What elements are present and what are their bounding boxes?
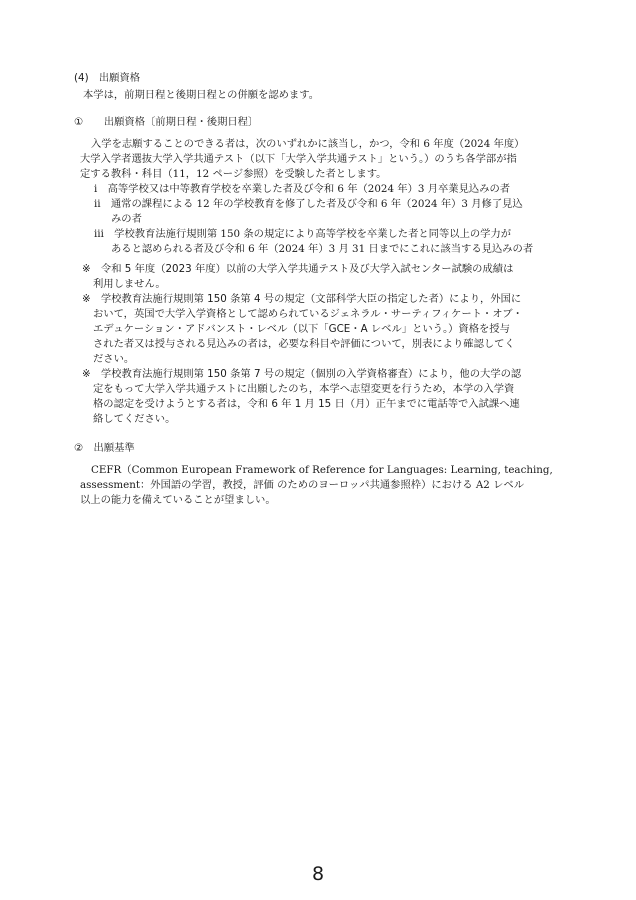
eligibility-item-continuation: みの者 <box>111 213 142 225</box>
page-number: 8 <box>311 863 325 885</box>
note-line: ださい。 <box>93 353 135 365</box>
note-line: エデュケーション・アドバンスト・レベル（以下「GCE・A レベル」という。）資格を授与 <box>93 323 510 335</box>
note-line: 格の認定を受けようとする者は，令和 6 年 1 月 15 日（月）正午までに電話等で入試課へ連 <box>93 398 520 410</box>
note-line: 絡してください。 <box>93 413 176 425</box>
section-intro: 本学は，前期日程と後期日程との併願を認めます。 <box>83 89 320 101</box>
eligibility-item-continuation: あると認められる者及び令和 6 年（2024 年）3 月 31 日までにこれに該当する見込みの者 <box>111 243 534 255</box>
note-line: ※ 学校教育法施行規則第 150 条第 7 号の規定（個別の入学資格審査）により，他の大学の認 <box>82 368 522 380</box>
note-line: ※ 学校教育法施行規則第 150 条第 4 号の規定（文部科学大臣の指定した者）により，外国に <box>82 293 522 305</box>
criteria-paragraph-line: assessment：外国語の学習，教授，評価 のためのヨーロッパ共通参照枠）における A2 レベル <box>80 479 524 491</box>
note-line: 利用しません。 <box>93 278 166 290</box>
eligibility-paragraph-line: 大学入学者選抜大学入学共通テスト（以下「大学入学共通テスト」という。）のうち各学部が指 <box>80 153 517 165</box>
eligibility-paragraph-line: 定する教科・科目（11，12 ページ参照）を受験した者とします。 <box>80 168 387 180</box>
subsection-heading-criteria: ② 出願基準 <box>74 442 135 454</box>
section-heading: (4) 出願資格 <box>74 72 141 84</box>
criteria-paragraph-line: CEFR（Common European Framework of Reference for Languages: Learning, teaching, <box>91 464 553 476</box>
criteria-paragraph-line: 以上の能力を備えていることが望ましい。 <box>80 494 276 506</box>
eligibility-item: ⅰ 高等学校又は中等教育学校を卒業した者及び令和 6 年（2024 年）3 月卒業見込みの者 <box>94 183 511 195</box>
eligibility-item: ⅱ 通常の課程による 12 年の学校教育を修了した者及び令和 6 年（2024 年）3 月修了見込 <box>94 198 523 210</box>
note-line: ※ 令和 5 年度（2023 年度）以前の大学入学共通テスト及び大学入試センター試験の成績は <box>82 263 514 275</box>
note-line: された者又は授与される見込みの者は，必要な科目や評価について，別表により確認してく <box>93 338 515 350</box>
note-line: おいて，英国で大学入学資格として認められているジェネラル・サーティフィケート・オブ・ <box>93 308 523 320</box>
eligibility-paragraph-line: 入学を志願することのできる者は，次のいずれかに該当し，かつ，令和 6 年度（2024 年度） <box>91 138 525 150</box>
note-line: 定をもって大学入学共通テストに出願したのち，本学へ志望変更を行うため，本学の入学資 <box>93 383 515 395</box>
subsection-heading-eligibility: ① 出願資格〔前期日程・後期日程〕 <box>74 116 259 128</box>
eligibility-item: ⅲ 学校教育法施行規則第 150 条の規定により高等学校を卒業した者と同等以上の学力が <box>94 228 512 240</box>
